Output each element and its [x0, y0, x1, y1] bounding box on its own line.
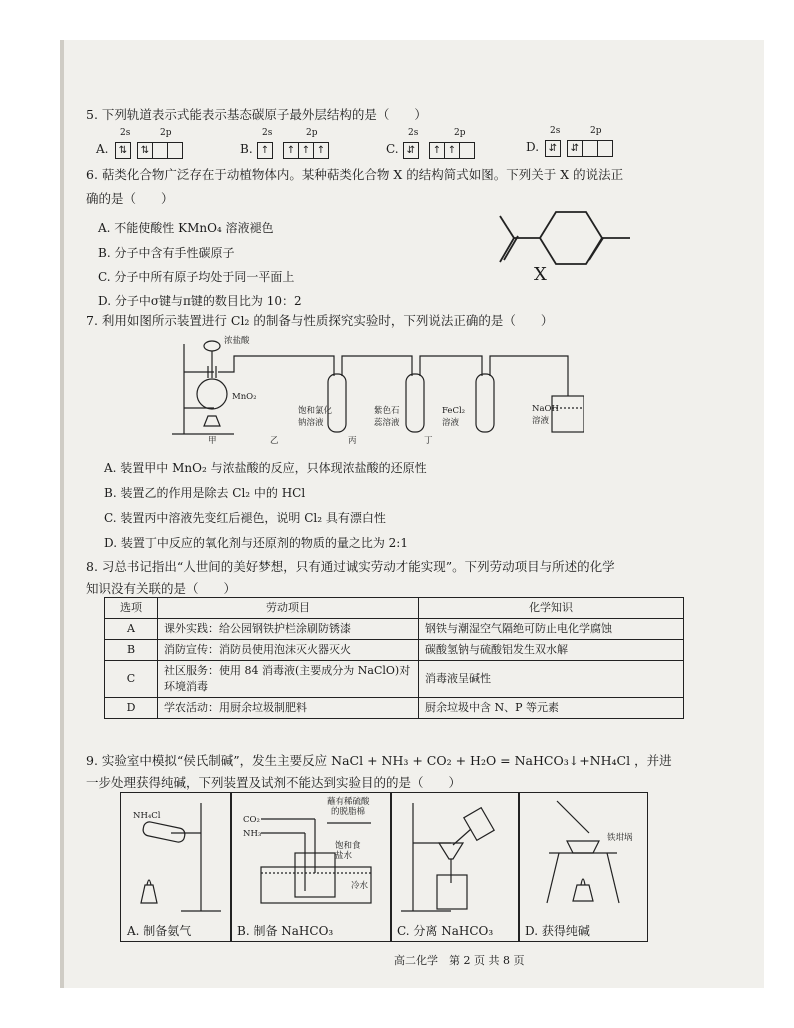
label-cotton-1: 蘸有稀硫酸	[327, 797, 370, 807]
label-brine-2: 盐水	[335, 851, 353, 861]
q7-option-c[interactable]: C. 装置丙中溶液先变红后褪色，说明 Cl₂ 具有漂白性	[104, 511, 386, 525]
label-nacl-1: 饱和氯化	[298, 406, 333, 416]
q6-option-b[interactable]: B. 分子中含有手性碳原子	[98, 246, 235, 260]
q6-option-d[interactable]: D. 分子中σ键与π键的数目比为 10：2	[98, 294, 302, 308]
cell-knowledge: 碳酸氢钠与硫酸铝发生双水解	[419, 640, 684, 661]
page-footer: 高二化学 第 2 页 共 8 页	[394, 954, 525, 967]
caption-c: C. 分离 NaHCO₃	[397, 924, 494, 938]
orbital-box: ⇅	[137, 142, 153, 159]
label-yi: 乙	[270, 436, 279, 446]
header-labor-item: 劳动项目	[158, 598, 419, 619]
q6-option-c[interactable]: C. 分子中所有原子均处于同一平面上	[98, 270, 295, 284]
label-naoh-1: NaOH	[532, 404, 559, 414]
exam-page	[60, 40, 764, 988]
label-co2: CO₂	[243, 815, 260, 825]
chlorine-apparatus	[164, 336, 584, 446]
label-fecl2-1: FeCl₂	[442, 406, 466, 416]
q6-option-a[interactable]: A. 不能使酸性 KMnO₄ 溶液褪色	[98, 221, 274, 235]
labor-knowledge-table	[104, 597, 684, 719]
orbital-box	[459, 142, 475, 159]
orbital-box: ↑	[429, 142, 445, 159]
orbital-box	[597, 140, 613, 157]
cell-option: C	[105, 661, 158, 698]
cell-knowledge: 消毒液呈碱性	[419, 661, 684, 698]
label-brine-1: 饱和食	[335, 841, 361, 851]
orbital-box	[167, 142, 183, 159]
q7-option-b[interactable]: B. 装置乙的作用是除去 Cl₂ 中的 HCl	[104, 486, 306, 500]
table-row[interactable]	[105, 698, 684, 719]
label-nacl-2: 钠溶液	[298, 418, 324, 428]
caption-d: D. 获得纯碱	[525, 924, 590, 938]
header-chem-knowledge: 化学知识	[419, 598, 684, 619]
q7-option-d[interactable]: D. 装置丁中反应的氧化剂与还原剂的物质的量之比为 2:1	[104, 536, 408, 550]
orbital-box	[152, 142, 168, 159]
caption-a: A. 制备氨气	[127, 924, 192, 938]
label-mno2: MnO₂	[232, 392, 257, 402]
cell-knowledge: 厨余垃圾中含 N、P 等元素	[419, 698, 684, 719]
option-letter: D.	[526, 140, 540, 154]
filtration-drawing	[391, 793, 519, 918]
q9-panel-d[interactable]	[518, 792, 648, 942]
label-2s: 2s	[408, 128, 419, 138]
label-2p: 2p	[454, 128, 466, 138]
q8-stem-line1: 8. 习总书记指出“人世间的美好梦想，只有通过诚实劳动才能实现”。下列劳动项目与所述的化学	[86, 559, 615, 574]
table-row[interactable]	[105, 619, 684, 640]
label-ding: 丁	[424, 436, 433, 446]
q5-stem: 5. 下列轨道表示式能表示基态碳原子最外层结构的是（ ）	[86, 107, 427, 122]
orbital-box: ↑	[283, 142, 299, 159]
orbital-box	[582, 140, 598, 157]
q9-panel-c[interactable]	[390, 792, 520, 942]
orbital-box: ↑	[298, 142, 314, 159]
caption-b: B. 制备 NaHCO₃	[237, 924, 334, 938]
label-nh4cl: NH₄Cl	[133, 811, 161, 821]
label-cotton-2: 的脱脂棉	[331, 807, 366, 817]
cell-labor-item: 学农活动：用厨余垃圾制肥料	[158, 698, 419, 719]
cell-option: A	[105, 619, 158, 640]
label-conc-hcl: 浓盐酸	[224, 336, 250, 346]
orbital-box: ↑	[257, 142, 273, 159]
option-letter: C.	[386, 142, 399, 156]
label-2s: 2s	[120, 128, 131, 138]
label-2p: 2p	[306, 128, 318, 138]
label-2s: 2s	[550, 126, 561, 136]
q7-stem: 7. 利用如图所示装置进行 Cl₂ 的制备与性质探究实验时，下列说法正确的是（ ）	[86, 313, 554, 328]
label-cold-water: 冷水	[351, 881, 369, 891]
option-letter: B.	[240, 142, 253, 156]
label-nh3: NH₃	[243, 829, 262, 839]
label-jia: 甲	[208, 436, 217, 446]
cell-option: B	[105, 640, 158, 661]
q5-option-d[interactable]	[526, 126, 656, 158]
orbital-box: ⇵	[545, 140, 561, 157]
label-fecl2-2: 溶液	[442, 418, 460, 428]
cell-labor-item: 消防宣传：消防员使用泡沫灭火器灭火	[158, 640, 419, 661]
orbital-box: ⇵	[567, 140, 583, 157]
label-iron-crucible: 铁坩埚	[607, 833, 633, 843]
q6-stem-line2: 确的是（ ）	[86, 191, 174, 206]
q5-option-b[interactable]	[240, 128, 370, 160]
orbital-box: ⇵	[403, 142, 419, 159]
label-naoh-2: 溶液	[532, 416, 550, 426]
structure-label-x: X	[534, 264, 547, 285]
q9-panel-a[interactable]	[120, 792, 232, 942]
bicarbonate-setup-drawing	[231, 793, 391, 918]
orbital-box: ↑	[313, 142, 329, 159]
crucible-heating-drawing	[519, 793, 647, 918]
q9-stem-line1: 9. 实验室中模拟“侯氏制碱”，发生主要反应 NaCl + NH₃ + CO₂ + H₂O = NaHCO₃↓+NH₄Cl ，并进	[86, 753, 672, 768]
label-2p: 2p	[160, 128, 172, 138]
table-row[interactable]	[105, 661, 684, 698]
cell-knowledge: 钢铁与潮湿空气隔绝可防止电化学腐蚀	[419, 619, 684, 640]
q7-option-a[interactable]: A. 装置甲中 MnO₂ 与浓盐酸的反应，只体现浓盐酸的还原性	[104, 461, 427, 475]
q8-stem-line2: 知识没有关联的是（ ）	[86, 581, 237, 596]
q6-stem-line1: 6. 萜类化合物广泛存在于动植物体内。某种萜类化合物 X 的结构简式如图。下列关于 X 的说法正	[86, 167, 624, 182]
label-2p: 2p	[590, 126, 602, 136]
terpene-structure	[464, 190, 634, 300]
orbital-box: ↑	[444, 142, 460, 159]
q9-stem-line2: 一步处理获得纯碱，下列装置及试剂不能达到实验目的的是（ ）	[86, 775, 462, 790]
label-litmus-1: 紫色石	[374, 406, 400, 416]
label-litmus-2: 蕊溶液	[374, 418, 400, 428]
q5-option-a[interactable]	[96, 128, 226, 160]
cell-labor-item: 课外实践：给公园钢铁护栏涂刷防锈漆	[158, 619, 419, 640]
option-letter: A.	[96, 142, 109, 156]
cell-option: D	[105, 698, 158, 719]
label-bing: 丙	[348, 436, 357, 446]
table-header-row	[105, 598, 684, 619]
orbital-box: ⇅	[115, 142, 131, 159]
q5-option-c[interactable]	[386, 128, 516, 160]
header-option: 选项	[105, 598, 158, 619]
cell-labor-item: 社区服务：使用 84 消毒液(主要成分为 NaClO)对环境消毒	[158, 661, 419, 698]
table-row[interactable]	[105, 640, 684, 661]
q9-panel-b[interactable]	[230, 792, 392, 942]
label-2s: 2s	[262, 128, 273, 138]
